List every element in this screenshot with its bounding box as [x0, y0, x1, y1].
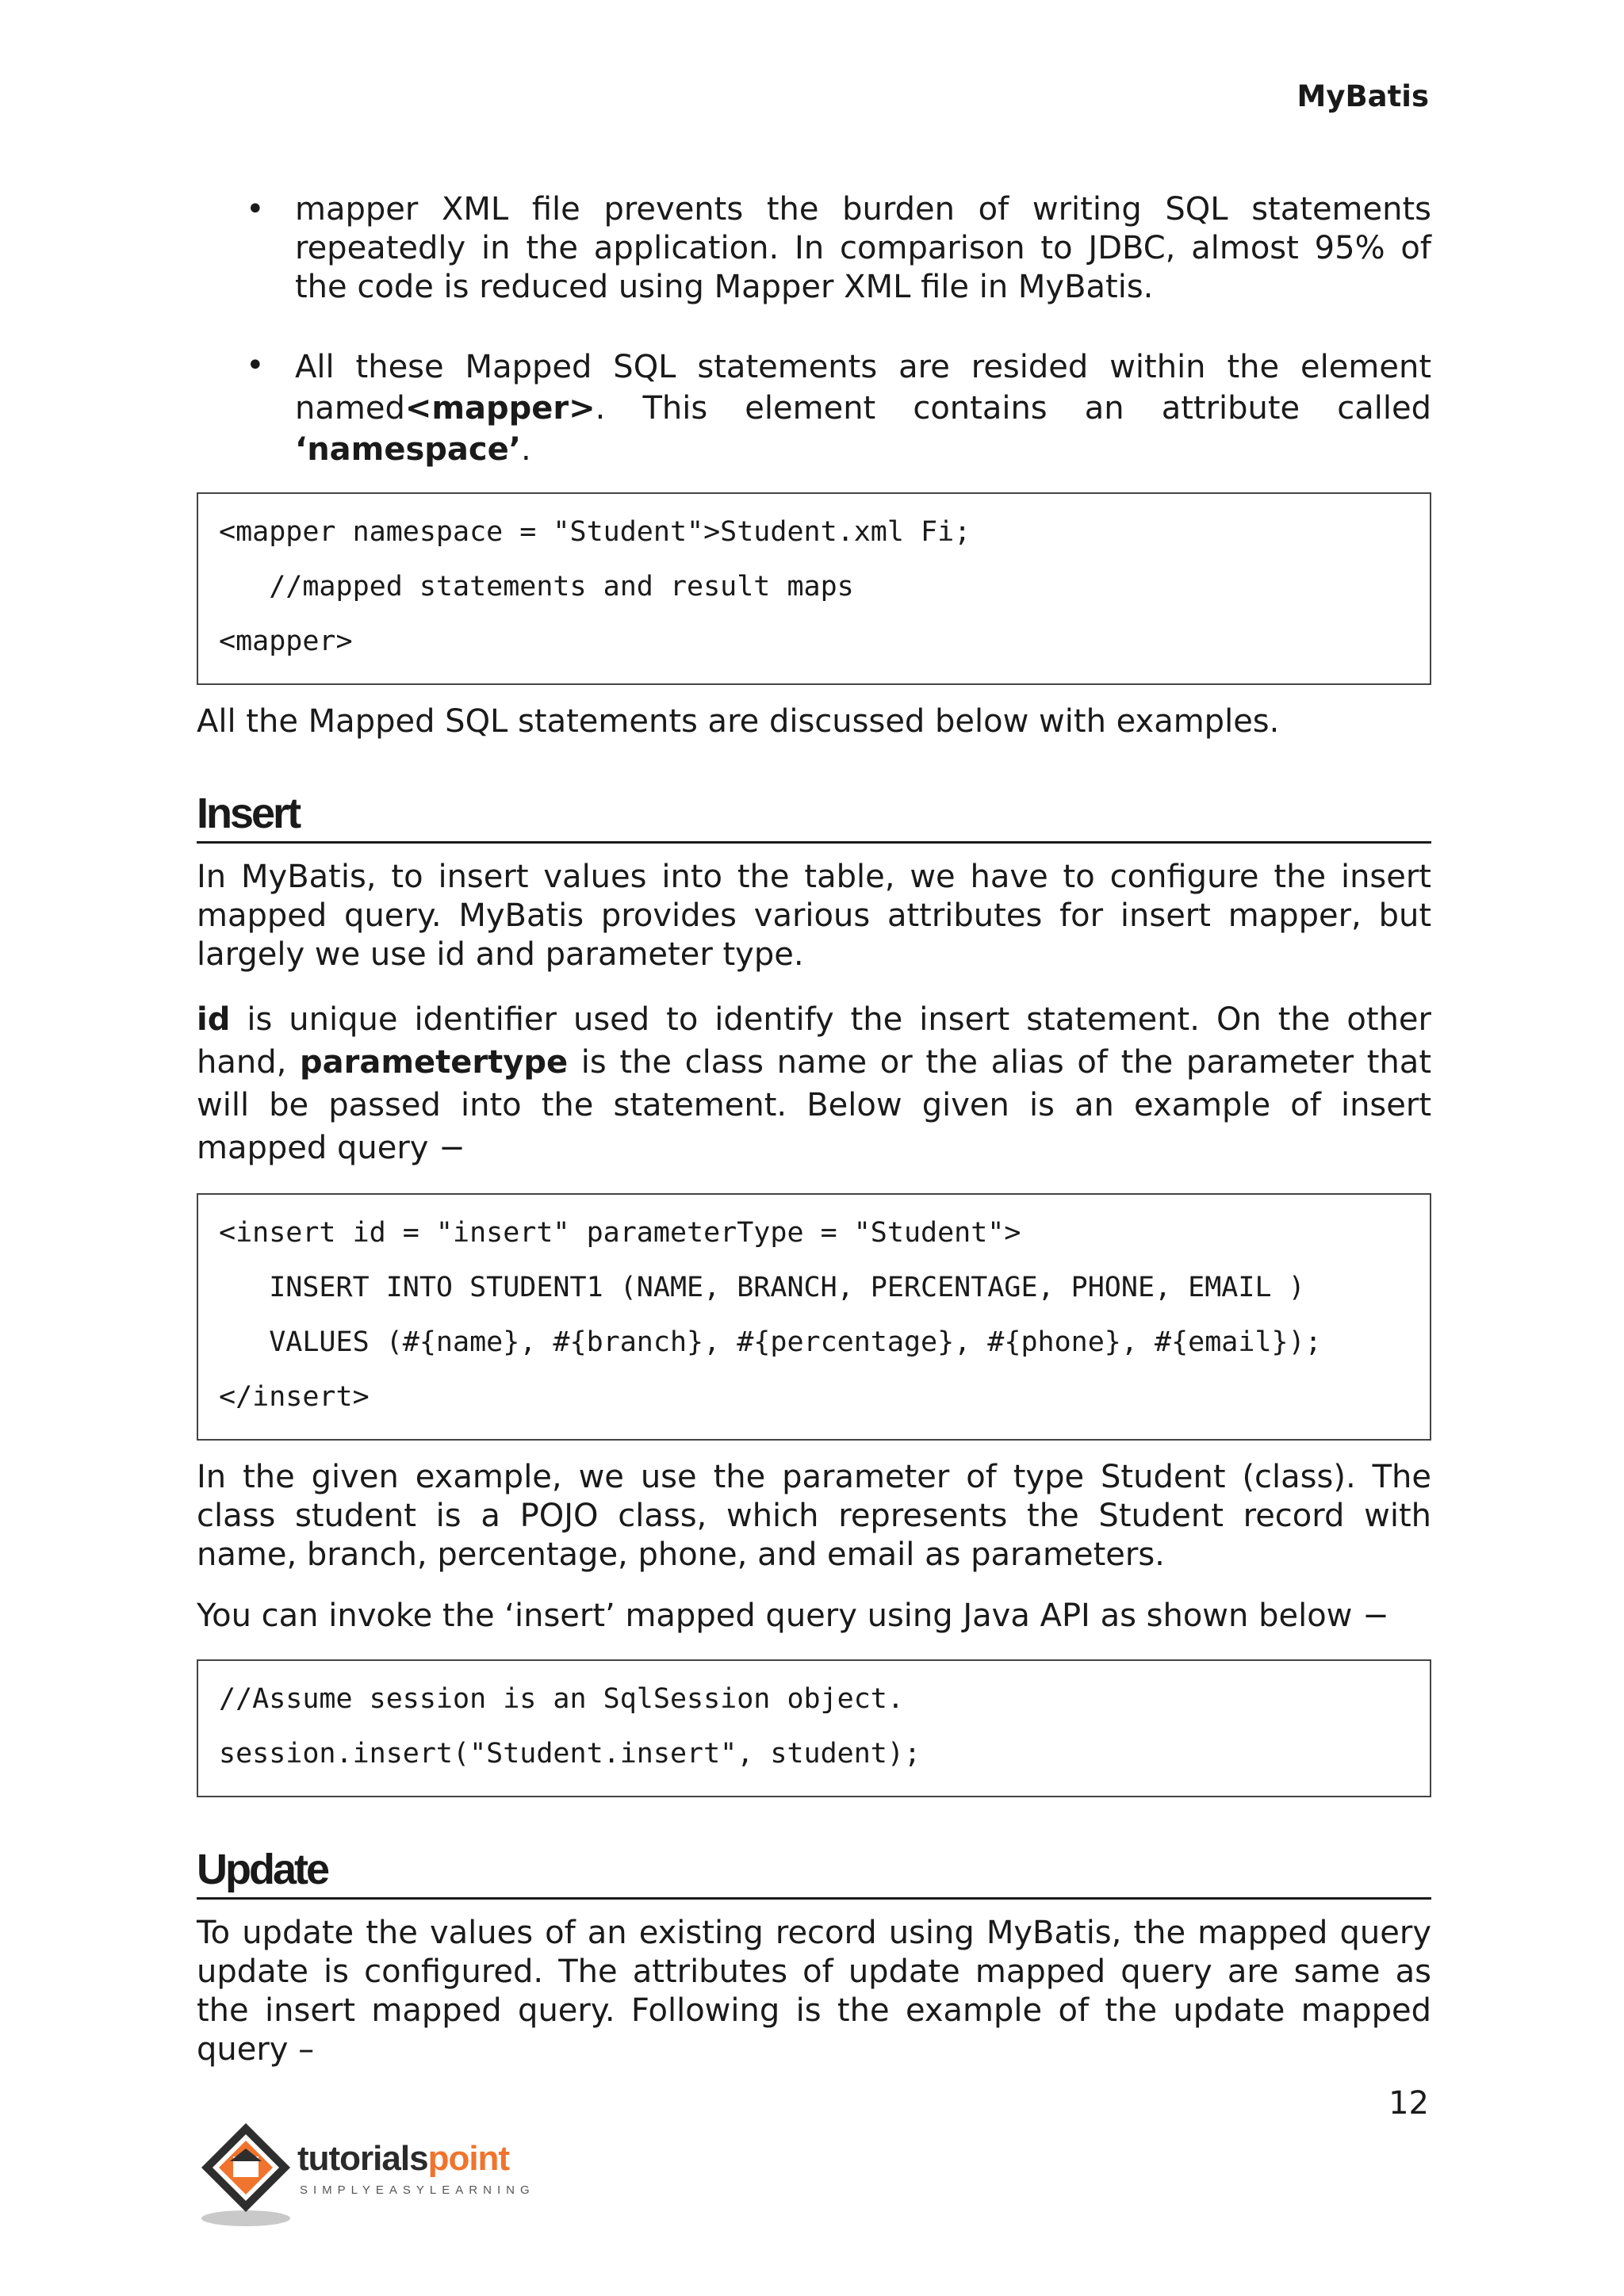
code-block-java: [197, 1659, 1431, 1797]
running-header: MyBatis: [1297, 79, 1429, 113]
logo-wordmark: tutorialspoint: [297, 2139, 510, 2178]
paragraph: All the Mapped SQL statements are discussed below with examples.: [197, 703, 1280, 740]
code-block-insert: [197, 1193, 1431, 1441]
code-line: </insert>: [219, 1381, 370, 1413]
paragraph: In MyBatis, to insert values into the table, we have to configure the insert mapped query. MyBatis provides various attributes for insert mapper, but largely we use id and parameter type.: [197, 859, 1431, 973]
code-line: //Assume session is an SqlSession object.: [219, 1683, 904, 1715]
paragraph: id is unique identifier used to identify the insert statement. On the other hand, parametertype is the class name or the alias of the parameter that will be passed into the statement. Below given is an example of insert mapped query −: [197, 1001, 1431, 1166]
paragraph: In the given example, we use the parameter of type Student (class). The class student is a POJO class, which represents the Student record with name, branch, percentage, phone, and email as parameters.: [197, 1459, 1431, 1573]
code-line: VALUES (#{name}, #{branch}, #{percentage}, #{phone}, #{email});: [219, 1326, 1322, 1358]
code-line: <insert id = "insert" parameterType = "Student">: [219, 1217, 1021, 1249]
bullet-text: All these Mapped SQL statements are resided within the element named<mapper>. This element contains an attribute called ‘namespace’.: [295, 349, 1431, 468]
code-line: INSERT INTO STUDENT1 (NAME, BRANCH, PERCENTAGE, PHONE, EMAIL ): [219, 1272, 1305, 1303]
code-line: //mapped statements and result maps: [219, 571, 854, 603]
list-item: [197, 346, 1431, 470]
id-term: id: [197, 1001, 231, 1038]
code-line: <mapper>: [219, 626, 353, 657]
page-number: 12: [1388, 2085, 1429, 2122]
parametertype-term: parametertype: [300, 1044, 569, 1081]
paragraph: To update the values of an existing record using MyBatis, the mapped query update is configured. The attributes of update mapped query are same as the insert mapped query. Following is the example of the update mapped query –: [197, 1915, 1431, 2068]
bullet-icon: •: [246, 347, 265, 384]
bullet-icon: •: [246, 191, 265, 228]
section-heading-insert: Insert: [197, 789, 1431, 844]
mapper-tag-text: <mapper>: [404, 390, 596, 427]
code-block-mapper: [197, 492, 1431, 685]
tutorialspoint-logo: [197, 2117, 546, 2236]
logo-diamond-icon: [197, 2117, 300, 2236]
list-item: [197, 190, 1431, 307]
page-content: [197, 190, 1431, 2069]
logo-tagline: SIMPLYEASYLEARNING: [300, 2183, 535, 2197]
section-heading-update: Update: [197, 1845, 1431, 1900]
bullet-list: [197, 190, 1431, 470]
code-line: session.insert("Student.insert", student);: [219, 1738, 921, 1770]
bullet-text: mapper XML file prevents the burden of writing SQL statements repeatedly in the application. In comparison to JDBC, almost 95% of the code is reduced using Mapper XML file in MyBatis.: [295, 191, 1431, 305]
code-line: <mapper namespace = "Student">Student.xml Fi;: [219, 516, 971, 548]
namespace-text: ‘namespace’: [295, 431, 521, 468]
paragraph: You can invoke the ‘insert’ mapped query using Java API as shown below −: [197, 1598, 1389, 1634]
